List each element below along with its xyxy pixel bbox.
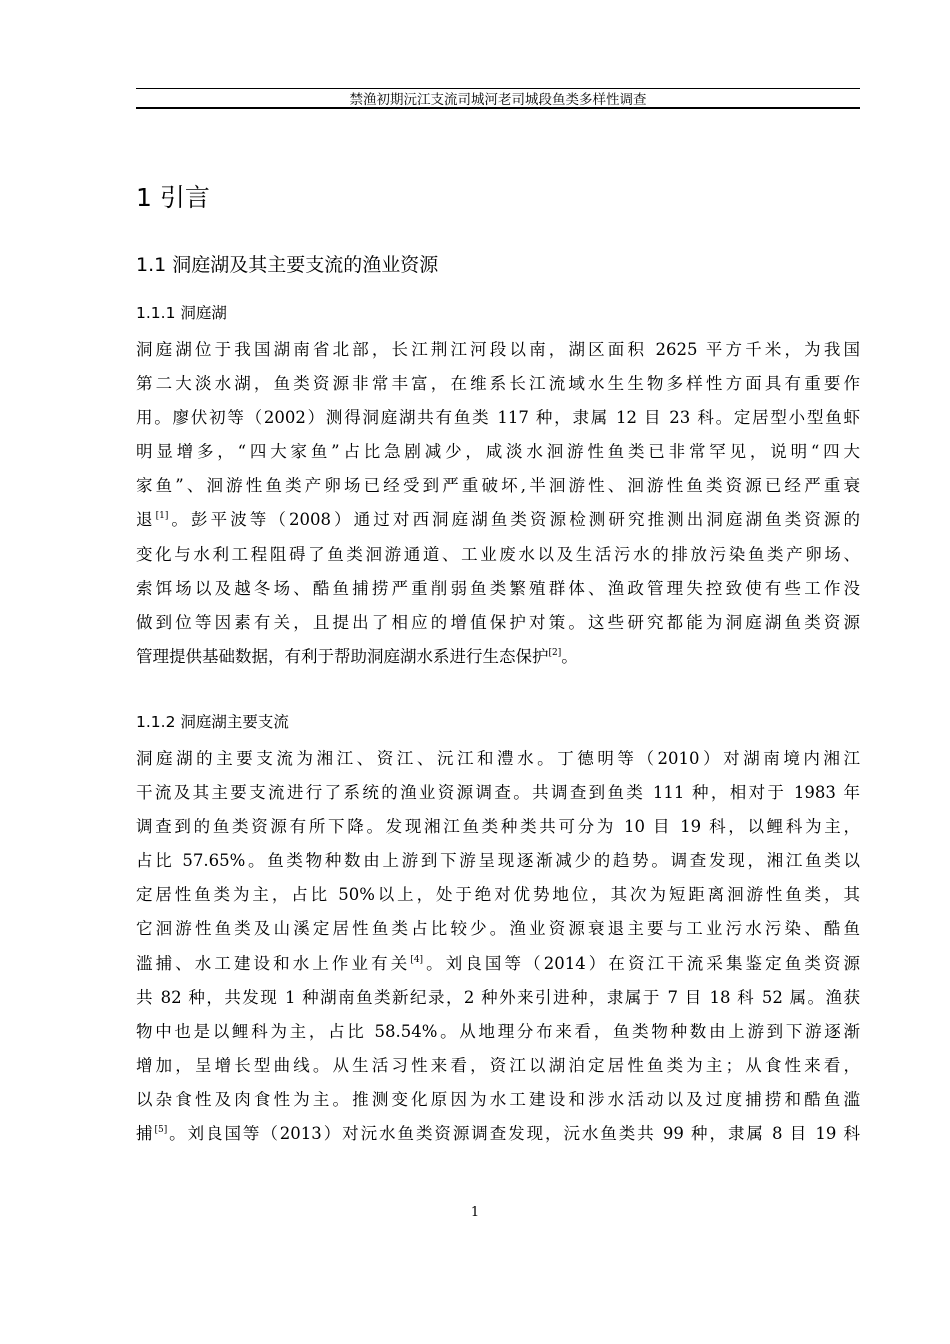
text-line: 干流及其主要支流进行了系统的渔业资源调查。共调查到鱼类 111 种，相对于 1983 年 bbox=[136, 783, 860, 803]
section-heading: 1 引言 bbox=[136, 183, 210, 212]
text-line: 洞庭湖的主要支流为湘江、资江、沅江和澧水。丁德明等（2010）对湖南境内湘江 bbox=[136, 749, 860, 768]
text-line: 明显增多，“四大家鱼”占比急剧减少，咸淡水洄游性鱼类已非常罕见，说明“四大 bbox=[136, 442, 860, 462]
citation-ref[interactable]: [4] bbox=[410, 954, 424, 965]
paragraph-dongting-lake bbox=[136, 333, 860, 674]
text-line: 退[1]。彭平波等（2008）通过对西洞庭湖鱼类资源检测研究推测出洞庭湖鱼类资源的 bbox=[136, 510, 860, 530]
sub-subsection-heading-2: 1.1.2 洞庭湖主要支流 bbox=[136, 713, 289, 731]
text-line: 捕[5]。刘良国等（2013）对沅水鱼类资源调查发现，沅水鱼类共 99 种，隶属 8 目 19 科 bbox=[136, 1124, 860, 1144]
citation-ref[interactable]: [5] bbox=[154, 1125, 168, 1136]
citation-ref[interactable]: [1] bbox=[155, 511, 169, 522]
text-line: 用。廖伏初等（2002）测得洞庭湖共有鱼类 117 种，隶属 12 目 23 科。定居型小型鱼虾 bbox=[136, 408, 860, 428]
text-line: 第二大淡水湖，鱼类资源非常丰富，在维系长江流域水生生物多样性方面具有重要作 bbox=[136, 374, 860, 394]
text-line: 物中也是以鲤科为主，占比 58.54%。从地理分布来看，鱼类物种数由上游到下游逐渐 bbox=[136, 1021, 860, 1041]
subsection-heading: 1.1 洞庭湖及其主要支流的渔业资源 bbox=[136, 254, 439, 276]
text-line: 以杂食性及肉食性为主。推测变化原因为水工建设和涉水活动以及过度捕捞和酷鱼滥 bbox=[136, 1089, 860, 1109]
running-header: 禁渔初期沅江支流司城河老司城段鱼类多样性调查 bbox=[349, 92, 647, 108]
header-rule-top bbox=[136, 88, 860, 89]
sub-subsection-heading-1: 1.1.1 洞庭湖 bbox=[136, 304, 227, 322]
text-line: 增加，呈增长型曲线。从生活习性来看，资江以湖泊定居性鱼类为主；从食性来看， bbox=[136, 1055, 860, 1075]
text-line: 变化与水利工程阻碍了鱼类洄游通道、工业废水以及生活污水的排放污染鱼类产卵场、 bbox=[136, 544, 860, 564]
text-line: 做到位等因素有关，且提出了相应的增值保护对策。这些研究都能为洞庭湖鱼类资源 bbox=[136, 612, 860, 632]
text-line: 它洄游性鱼类及山溪定居性鱼类占比较少。渔业资源衰退主要与工业污水污染、酷鱼 bbox=[136, 919, 860, 939]
text-line: 占比 57.65%。鱼类物种数由上游到下游呈现逐渐减少的趋势。调查发现，湘江鱼类以 bbox=[136, 851, 860, 871]
text-line: 定居性鱼类为主，占比 50%以上，处于绝对优势地位，其次为短距离洄游性鱼类，其 bbox=[136, 885, 860, 905]
text-line: 管理提供基础数据，有利于帮助洞庭湖水系进行生态保护[2]。 bbox=[136, 646, 578, 666]
text-line: 调查到的鱼类资源有所下降。发现湘江鱼类种类共可分为 10 目 19 科，以鲤科为主， bbox=[136, 817, 860, 837]
text-line: 共 82 种，共发现 1 种湖南鱼类新纪录，2 种外来引进种，隶属于 7 目 18 科 52 属。渔获 bbox=[136, 987, 860, 1007]
paragraph-tributaries bbox=[136, 742, 860, 1151]
text-line: 洞庭湖位于我国湖南省北部，长江荆江河段以南，湖区面积 2625 平方千米，为我国 bbox=[136, 340, 860, 359]
text-line: 滥捕、水工建设和水上作业有关[4]。刘良国等（2014）在资江干流采集鉴定鱼类资源 bbox=[136, 953, 860, 973]
header-rule-bottom bbox=[136, 107, 860, 109]
text-line: 索饵场以及越冬场、酷鱼捕捞严重削弱鱼类繁殖群体、渔政管理失控致使有些工作没 bbox=[136, 578, 860, 598]
page-number: 1 bbox=[470, 1205, 480, 1220]
text-line: 家鱼”、洄游性鱼类产卵场已经受到严重破坏,半洄游性、洄游性鱼类资源已经严重衰 bbox=[136, 476, 860, 496]
citation-ref[interactable]: [2] bbox=[548, 647, 562, 658]
